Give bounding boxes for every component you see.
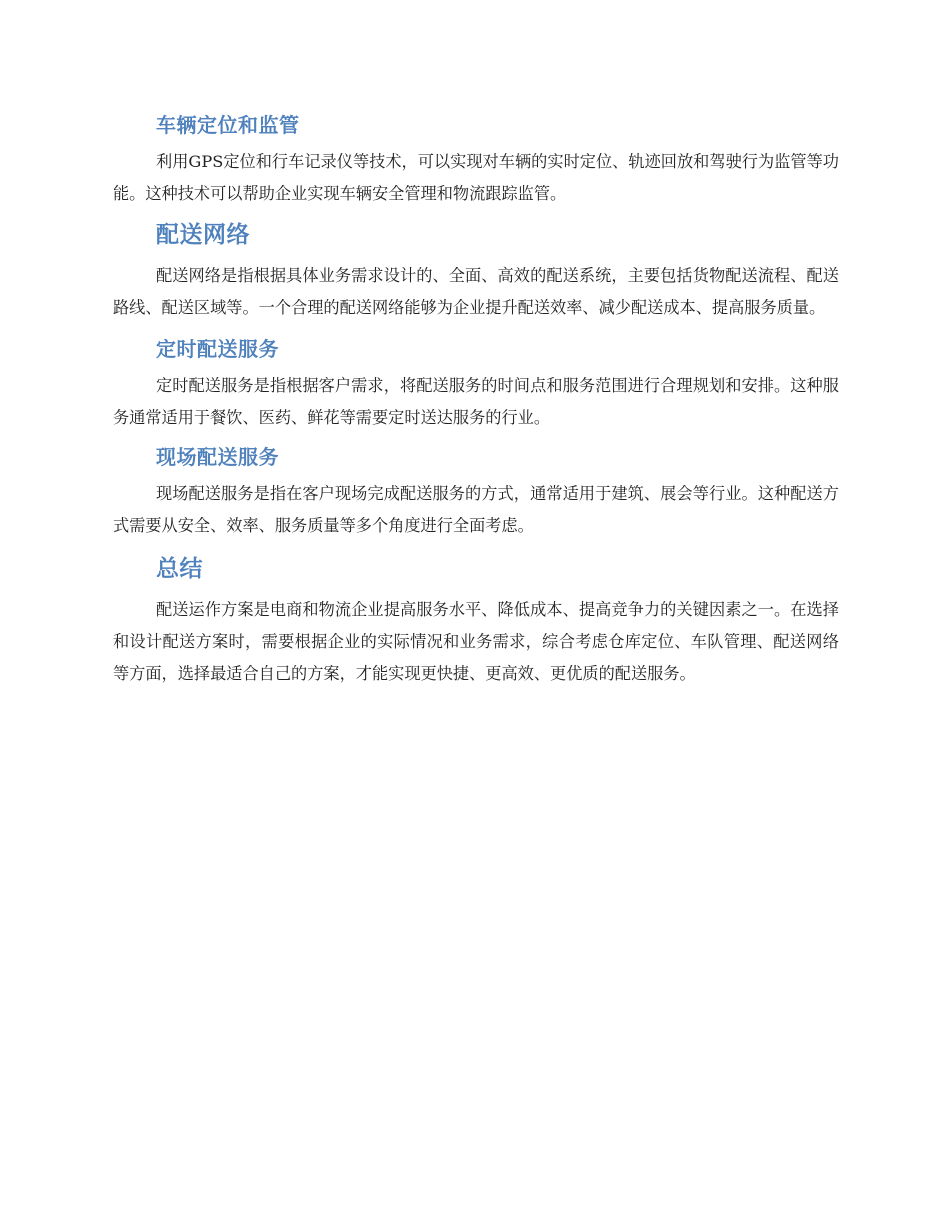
- section-heading: 配送网络: [156, 222, 250, 248]
- document-content: [113, 108, 839, 696]
- section-heading: 车辆定位和监管: [156, 113, 300, 137]
- section-onsite-delivery: [113, 440, 839, 542]
- section-heading: 现场配送服务: [156, 445, 279, 469]
- section-scheduled-delivery: [113, 332, 839, 434]
- section-paragraph: 利用GPS定位和行车记录仪等技术，可以实现对车辆的实时定位、轨迹回放和驾驶行为监管等功能。这种技术可以帮助企业实现车辆安全管理和物流跟踪监管。: [113, 152, 839, 203]
- section-heading: 定时配送服务: [156, 337, 279, 361]
- section-heading: 总结: [156, 556, 203, 582]
- section-summary: [113, 550, 839, 690]
- section-paragraph: 定时配送服务是指根据客户需求，将配送服务的时间点和服务范围进行合理规划和安排。这种服务通常适用于餐饮、医药、鲜花等需要定时送达服务的行业。: [113, 376, 839, 427]
- section-paragraph: 配送运作方案是电商和物流企业提高服务水平、降低成本、提高竞争力的关键因素之一。在选择和设计配送方案时，需要根据企业的实际情况和业务需求，综合考虑仓库定位、车队管理、配送网络等方面，选择最适合自己的方案，才能实现更快捷、更高效、更优质的配送服务。: [113, 600, 839, 683]
- section-delivery-network: [113, 216, 839, 324]
- section-paragraph: 配送网络是指根据具体业务需求设计的、全面、高效的配送系统，主要包括货物配送流程、配送路线、配送区域等。一个合理的配送网络能够为企业提升配送效率、减少配送成本、提高服务质量。: [113, 266, 839, 317]
- section-vehicle-tracking: [113, 108, 839, 210]
- section-paragraph: 现场配送服务是指在客户现场完成配送服务的方式，通常适用于建筑、展会等行业。这种配送方式需要从安全、效率、服务质量等多个角度进行全面考虑。: [113, 484, 839, 535]
